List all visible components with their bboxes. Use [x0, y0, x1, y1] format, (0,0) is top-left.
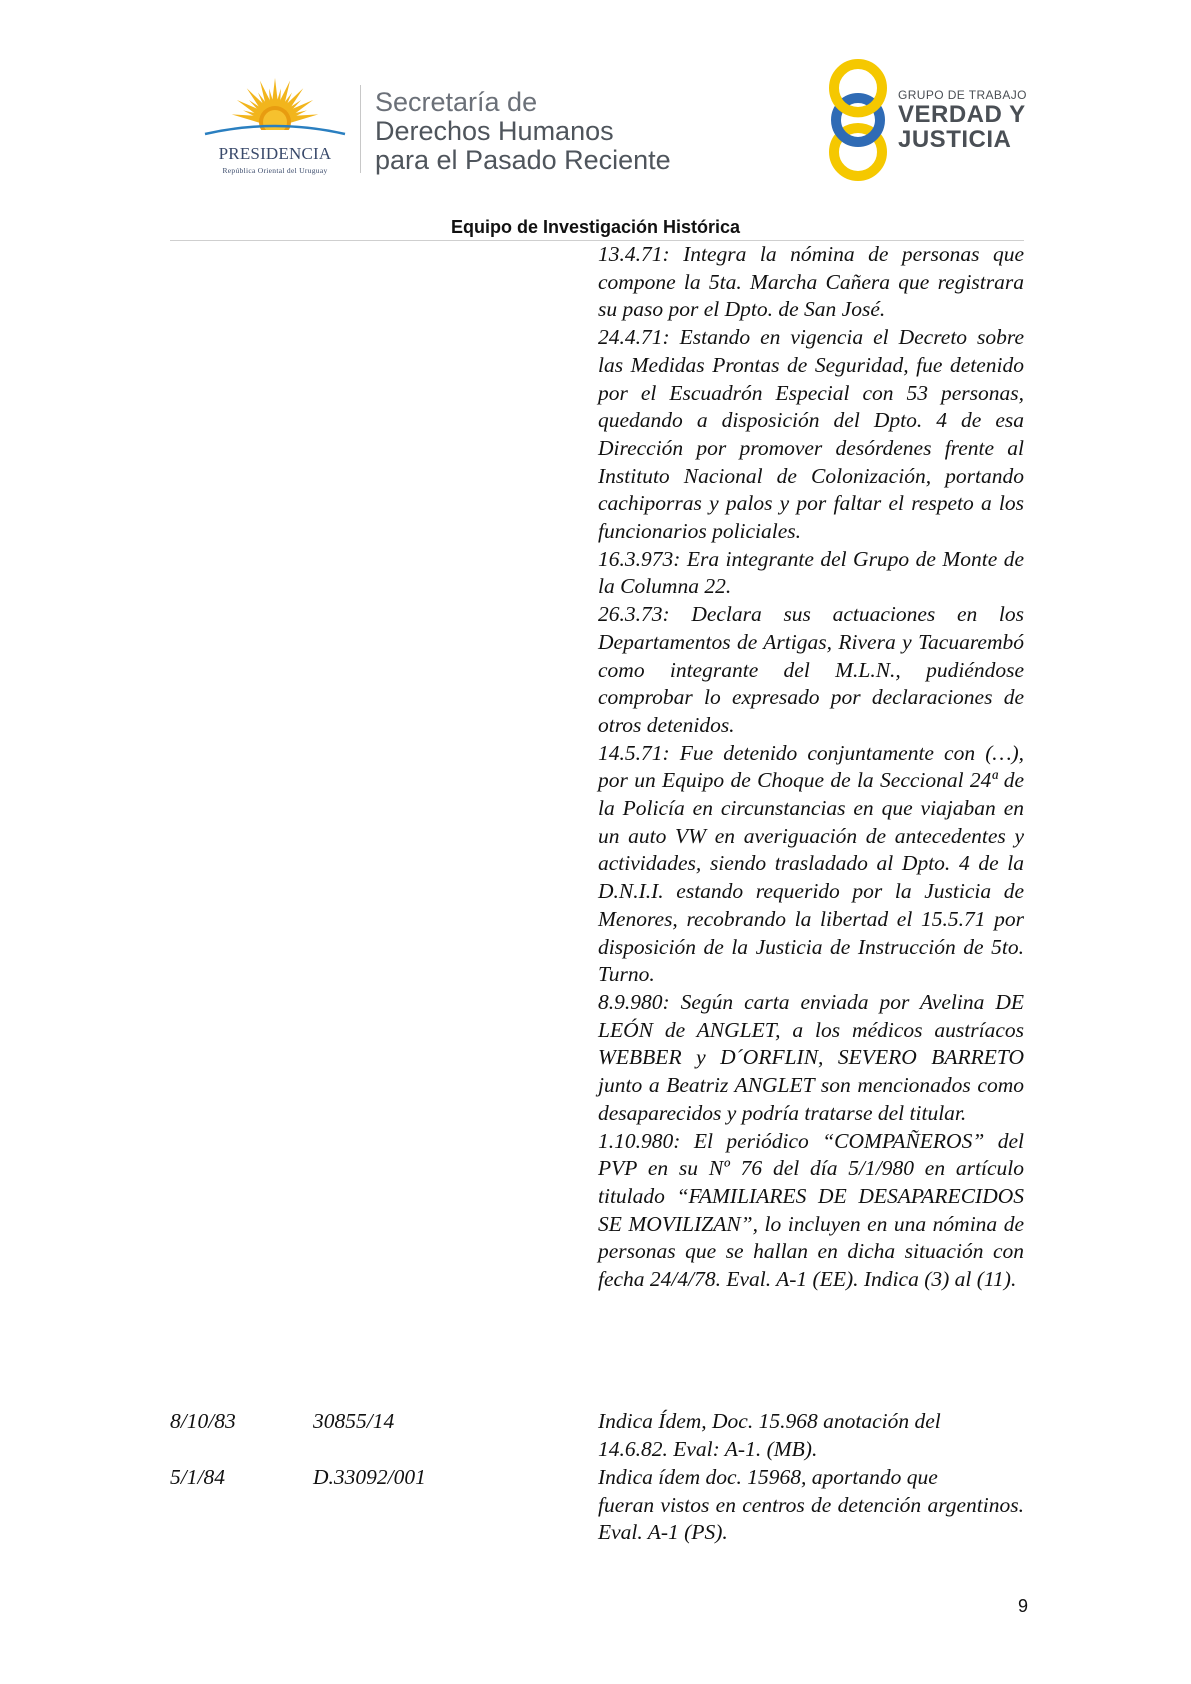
entry-date: 8/10/83 [170, 1409, 236, 1433]
presidencia-logo [195, 78, 355, 178]
entry-description-line: 14.6.82. Eval: A-1. (MB). [598, 1436, 818, 1461]
narrative-paragraph: 16.3.973: Era integrante del Grupo de Monte de la Columna 22. [598, 546, 1024, 599]
entry-description [598, 1464, 1024, 1547]
grupo-line-3: JUSTICIA [898, 126, 1012, 153]
entry-description-line: fueran vistos en centros de detención argentinos. Eval. A-1 (PS). [598, 1492, 1024, 1545]
header-divider [360, 85, 361, 173]
narrative-paragraph: 26.3.73: Declara sus actuaciones en los Departamentos de Artigas, Rivera y Tacuarembó como integrante del M.L.N., pudiéndose comprobar lo expresado por declaraciones de otros detenidos. [598, 602, 1024, 737]
narrative-paragraph: 13.4.71: Integra la nómina de personas que compone la 5ta. Marcha Cañera que registrara su paso por el Dpto. de San José. [598, 242, 1024, 322]
presidencia-name: PRESIDENCIA [218, 144, 332, 163]
grupo-line-1: GRUPO DE TRABAJO [898, 88, 1027, 102]
page-number: 9 [1017, 1596, 1028, 1616]
entry-date: 5/1/84 [170, 1465, 225, 1489]
entry-description [598, 1408, 1024, 1463]
page-header [0, 0, 1191, 240]
verdad-justicia-logo [820, 58, 1040, 183]
entry-description-line: Indica Ídem, Doc. 15.968 anotación del [598, 1409, 941, 1433]
secretaria-line-2: Derechos Humanos [375, 116, 614, 146]
entry-document: D.33092/001 [313, 1465, 426, 1489]
presidencia-subtitle: República Oriental del Uruguay [222, 166, 328, 175]
team-title: Equipo de Investigación Histórica [450, 217, 741, 237]
verdad-justicia-text [898, 88, 1027, 152]
secretaria-line-1: Secretaría de [375, 87, 538, 117]
narrative-paragraph: 14.5.71: Fue detenido conjuntamente con (…), por un Equipo de Choque de la Seccional 24ª de la Policía en circunstancias en que viajaban en un auto VW en averiguación de antecedentes y actividades, siendo trasladado al Dpto. 4 de la D.N.I.I. estando requerido por la Justicia de Menores, recobrando la libertad el 15.5.71 por disposición de la Justicia de Instrucción de 5to. Turno. [598, 740, 1024, 987]
narrative-column [598, 241, 1024, 1294]
grupo-line-2: VERDAD Y [898, 101, 1026, 128]
sun-icon [195, 78, 355, 144]
narrative-paragraph: 24.4.71: Estando en vigencia el Decreto sobre las Medidas Prontas de Seguridad, fue detenido por el Escuadrón Especial con 53 personas, quedando a disposición del Dpto. 4 de esa Dirección por promover desórdenes frente al Instituto Nacional de Colonización, portando cachiporras y palos y por faltar el respeto a los funcionarios policiales. [598, 325, 1024, 544]
entry-document: 30855/14 [313, 1409, 395, 1433]
interlocked-rings-icon [820, 58, 896, 183]
entry-description-line: Indica ídem doc. 15968, aportando que [598, 1465, 938, 1489]
narrative-paragraph: 8.9.980: Según carta enviada por Avelina DE LEÓN de ANGLET, a los médicos austríacos WEBBER y D´ORFLIN, SEVERO BARRETO junto a Beatriz ANGLET son mencionados como desaparecidos y podría tratarse del titular. [598, 989, 1024, 1125]
narrative-paragraph: 1.10.980: El periódico “COMPAÑEROS” del PVP en su Nº 76 del día 5/1/980 en artículo titulado “FAMILIARES DE DESAPARECIDOS SE MOVILIZAN”, lo incluyen en una nómina de personas que se hallan en dicha situación con fecha 24/4/78. Eval. A-1 (EE). Indica (3) al (11). [598, 1128, 1024, 1292]
secretaria-line-3: para el Pasado Reciente [375, 145, 671, 175]
secretaria-logo-text [375, 88, 671, 175]
